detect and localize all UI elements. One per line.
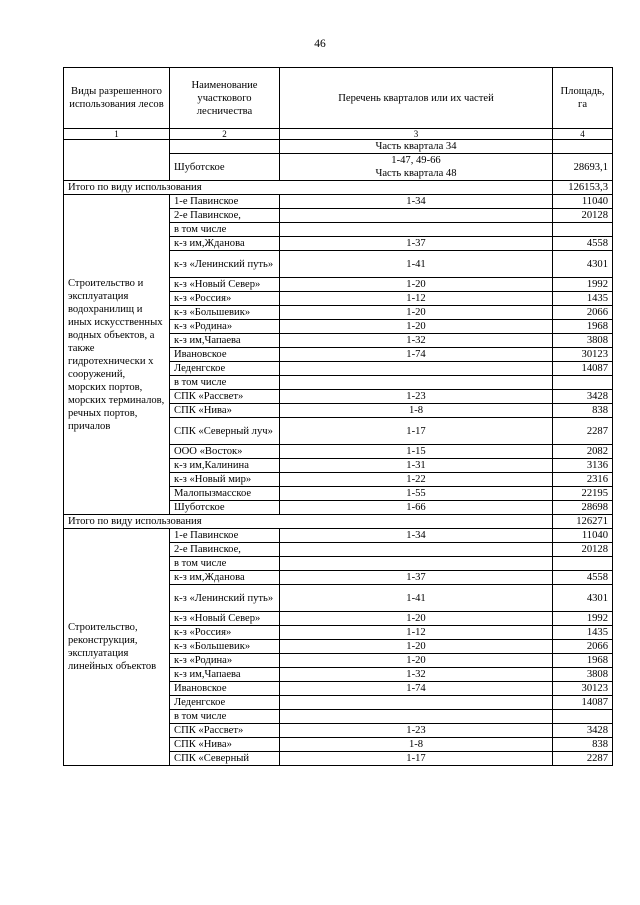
area-cell: 3428 (553, 390, 613, 404)
area-cell: 838 (553, 738, 613, 752)
quarters-cell: 1-55 (280, 487, 553, 501)
forestry-name-cell: к-з им,Чапаева (170, 334, 280, 348)
quarters-cell (280, 696, 553, 710)
quarters-cell: 1-23 (280, 724, 553, 738)
area-cell: 14087 (553, 362, 613, 376)
column-number: 3 (280, 129, 553, 140)
quarters-cell: 1-8 (280, 738, 553, 752)
header-forestry-name: Наименование участкового лесничества (170, 68, 280, 129)
forestry-name-cell: к-з «Новый Север» (170, 612, 280, 626)
area-cell: 1968 (553, 654, 613, 668)
quarters-cell: 1-12 (280, 292, 553, 306)
quarters-cell: 1-32 (280, 334, 553, 348)
quarters-cell: 1-41 (280, 585, 553, 612)
area-cell: 838 (553, 404, 613, 418)
forestry-name-cell: в том числе (170, 557, 280, 571)
table-row (64, 140, 613, 154)
quarters-cell (280, 209, 553, 223)
area-cell: 3808 (553, 668, 613, 682)
area-cell: 1992 (553, 612, 613, 626)
forestry-name-cell: к-з «Большевик» (170, 640, 280, 654)
use-type-cell: Строительство и эксплуатация водохранилищ и иных искусственных водных объектов, а также гидротехнически х сооружений, морских портов, морских терминалов, речных портов, причалов (64, 195, 170, 515)
forestry-name-cell: к-з им,Жданова (170, 571, 280, 585)
area-cell: 1435 (553, 626, 613, 640)
quarters-cell (280, 223, 553, 237)
forestry-name-cell: СПК «Нива» (170, 738, 280, 752)
forestry-name-cell: СПК «Рассвет» (170, 724, 280, 738)
forestry-name-cell: Шуботское (170, 154, 280, 181)
forestry-name-cell (170, 140, 280, 154)
area-cell (553, 140, 613, 154)
area-cell (553, 223, 613, 237)
area-cell: 30123 (553, 348, 613, 362)
quarters-cell: 1-37 (280, 571, 553, 585)
area-cell (553, 710, 613, 724)
area-cell: 11040 (553, 195, 613, 209)
area-cell (553, 376, 613, 390)
area-cell: 4558 (553, 571, 613, 585)
area-cell: 4301 (553, 251, 613, 278)
forest-use-table (63, 67, 613, 766)
forestry-name-cell: Ивановское (170, 682, 280, 696)
area-cell: 1435 (553, 292, 613, 306)
forestry-name-cell: 1-е Павинское (170, 195, 280, 209)
forestry-name-cell: Шуботское (170, 501, 280, 515)
forestry-name-cell: Малопызмасское (170, 487, 280, 501)
quarters-cell (280, 362, 553, 376)
column-number: 4 (553, 129, 613, 140)
area-cell: 2287 (553, 752, 613, 766)
quarters-cell: 1-15 (280, 445, 553, 459)
quarters-cell (280, 710, 553, 724)
forestry-name-cell: в том числе (170, 376, 280, 390)
quarters-cell: 1-34 (280, 529, 553, 543)
quarters-cell: Часть квартала 34 (280, 140, 553, 154)
header-area: Площадь, га (553, 68, 613, 129)
area-cell: 22195 (553, 487, 613, 501)
column-number: 1 (64, 129, 170, 140)
forestry-name-cell: к-з им,Чапаева (170, 668, 280, 682)
forestry-name-cell: 2-е Павинское, (170, 543, 280, 557)
table-row (64, 529, 613, 543)
total-value: 126271 (553, 515, 613, 529)
forestry-name-cell: СПК «Нива» (170, 404, 280, 418)
header-quarters: Перечень кварталов или их частей (280, 68, 553, 129)
quarters-cell: 1-47, 49-66 Часть квартала 48 (280, 154, 553, 181)
total-value: 126153,3 (553, 181, 613, 195)
forestry-name-cell: Леденгское (170, 696, 280, 710)
quarters-cell: 1-31 (280, 459, 553, 473)
quarters-cell: 1-8 (280, 404, 553, 418)
quarters-cell: 1-20 (280, 612, 553, 626)
total-label: Итого по виду использования (64, 181, 553, 195)
forestry-name-cell: к-з «Новый Север» (170, 278, 280, 292)
total-row (64, 515, 613, 529)
area-cell: 2066 (553, 306, 613, 320)
area-cell: 2066 (553, 640, 613, 654)
quarters-cell: 1-32 (280, 668, 553, 682)
total-label: Итого по виду использования (64, 515, 553, 529)
table-row (64, 195, 613, 209)
area-cell: 11040 (553, 529, 613, 543)
forestry-name-cell: Ивановское (170, 348, 280, 362)
quarters-cell (280, 543, 553, 557)
forestry-name-cell: ООО «Восток» (170, 445, 280, 459)
forestry-name-cell: к-з «Россия» (170, 292, 280, 306)
forestry-name-cell: 2-е Павинское, (170, 209, 280, 223)
forestry-name-cell: к-з «Россия» (170, 626, 280, 640)
quarters-cell: 1-17 (280, 752, 553, 766)
quarters-cell (280, 557, 553, 571)
forestry-name-cell: СПК «Рассвет» (170, 390, 280, 404)
area-cell: 2082 (553, 445, 613, 459)
area-cell: 20128 (553, 543, 613, 557)
forestry-name-cell: к-з «Родина» (170, 320, 280, 334)
forestry-name-cell: к-з им,Калинина (170, 459, 280, 473)
quarters-cell (280, 376, 553, 390)
quarters-cell: 1-12 (280, 626, 553, 640)
forestry-name-cell: к-з «Ленинский путь» (170, 251, 280, 278)
area-cell: 4558 (553, 237, 613, 251)
area-cell: 30123 (553, 682, 613, 696)
forestry-name-cell: к-з им,Жданова (170, 237, 280, 251)
area-cell: 2316 (553, 473, 613, 487)
forestry-name-cell: СПК «Северный луч» (170, 418, 280, 445)
table-body (64, 140, 613, 766)
quarters-cell: 1-37 (280, 237, 553, 251)
forestry-name-cell: 1-е Павинское (170, 529, 280, 543)
column-number-row (64, 129, 613, 140)
area-cell: 1992 (553, 278, 613, 292)
forestry-name-cell: к-з «Большевик» (170, 306, 280, 320)
table-header-row (64, 68, 613, 129)
area-cell: 28698 (553, 501, 613, 515)
quarters-cell: 1-66 (280, 501, 553, 515)
column-number: 2 (170, 129, 280, 140)
quarters-cell: 1-20 (280, 654, 553, 668)
header-use-type: Виды разрешенного использования лесов (64, 68, 170, 129)
forestry-name-cell: в том числе (170, 710, 280, 724)
quarters-cell: 1-20 (280, 306, 553, 320)
page-number: 46 (314, 38, 326, 50)
quarters-cell: 1-22 (280, 473, 553, 487)
quarters-cell: 1-34 (280, 195, 553, 209)
forestry-name-cell: к-з «Родина» (170, 654, 280, 668)
quarters-cell: 1-41 (280, 251, 553, 278)
forestry-name-cell: Леденгское (170, 362, 280, 376)
quarters-cell: 1-74 (280, 348, 553, 362)
area-cell: 3136 (553, 459, 613, 473)
area-cell: 14087 (553, 696, 613, 710)
area-cell: 3428 (553, 724, 613, 738)
area-cell: 20128 (553, 209, 613, 223)
quarters-cell: 1-17 (280, 418, 553, 445)
quarters-cell: 1-20 (280, 640, 553, 654)
area-cell (553, 557, 613, 571)
quarters-cell: 1-20 (280, 320, 553, 334)
forestry-name-cell: в том числе (170, 223, 280, 237)
quarters-cell: 1-23 (280, 390, 553, 404)
total-row (64, 181, 613, 195)
forestry-name-cell: к-з «Новый мир» (170, 473, 280, 487)
quarters-cell: 1-20 (280, 278, 553, 292)
forestry-name-cell: к-з «Ленинский путь» (170, 585, 280, 612)
use-type-cell-continued (64, 140, 170, 181)
area-cell: 28693,1 (553, 154, 613, 181)
forestry-name-cell: СПК «Северный (170, 752, 280, 766)
area-cell: 3808 (553, 334, 613, 348)
quarters-cell: 1-74 (280, 682, 553, 696)
use-type-cell: Строительство, реконструкция, эксплуатация линейных объектов (64, 529, 170, 766)
area-cell: 2287 (553, 418, 613, 445)
area-cell: 1968 (553, 320, 613, 334)
area-cell: 4301 (553, 585, 613, 612)
